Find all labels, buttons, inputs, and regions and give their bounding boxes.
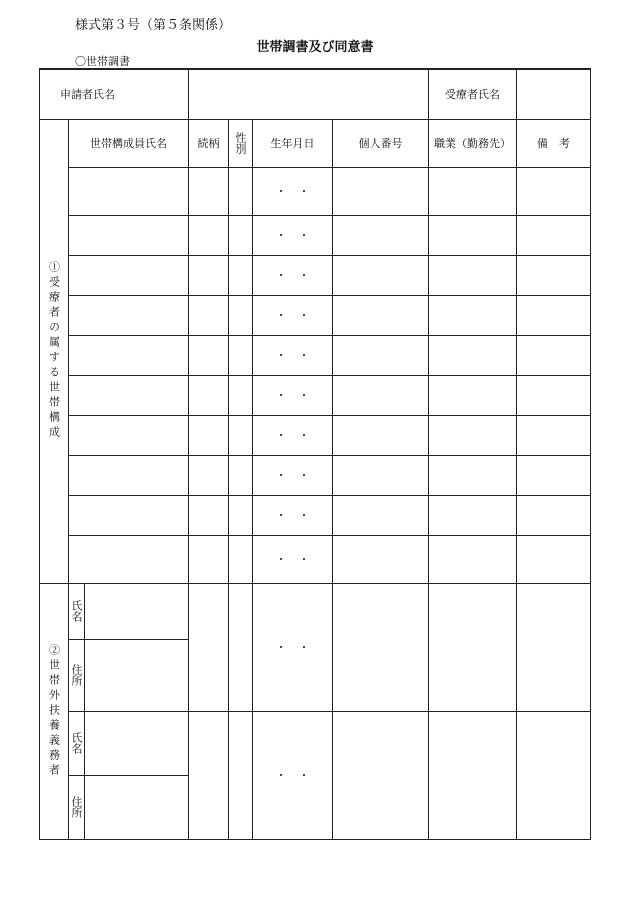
member-name-field[interactable] — [69, 215, 189, 255]
relationship-field[interactable] — [189, 535, 229, 583]
date-separator: ・・ — [275, 429, 322, 442]
personal-number-field[interactable] — [333, 583, 429, 711]
member-row — [40, 535, 591, 583]
support-name-field[interactable] — [85, 711, 189, 775]
member-name-field[interactable] — [69, 415, 189, 455]
personal-number-field[interactable] — [333, 535, 429, 583]
date-separator: ・・ — [275, 309, 322, 322]
member-row — [40, 375, 591, 415]
col-relationship: 続柄 — [189, 119, 229, 167]
relationship-field[interactable] — [189, 215, 229, 255]
applicant-name-label: 申請者氏名 — [40, 69, 189, 119]
member-row — [40, 495, 591, 535]
support-address-field[interactable] — [85, 639, 189, 711]
member-name-field[interactable] — [69, 335, 189, 375]
sex-field[interactable] — [229, 455, 253, 495]
member-row — [40, 415, 591, 455]
applicant-name-field[interactable] — [189, 69, 429, 119]
occupation-field[interactable] — [429, 495, 517, 535]
member-name-field[interactable] — [69, 295, 189, 335]
member-row — [40, 455, 591, 495]
sex-field[interactable] — [229, 535, 253, 583]
birth-date-field[interactable] — [253, 255, 333, 295]
date-separator: ・・ — [275, 229, 322, 242]
member-row — [40, 167, 591, 215]
address-label: 住所 — [69, 775, 85, 839]
occupation-field[interactable] — [429, 535, 517, 583]
occupation-field[interactable] — [429, 455, 517, 495]
relationship-field[interactable] — [189, 495, 229, 535]
occupation-field[interactable] — [429, 215, 517, 255]
sex-field[interactable] — [229, 335, 253, 375]
member-name-field[interactable] — [69, 375, 189, 415]
date-separator: ・・ — [275, 269, 322, 282]
remarks-field[interactable] — [517, 711, 591, 839]
date-separator: ・・ — [275, 641, 322, 654]
birth-date-field[interactable] — [253, 375, 333, 415]
relationship-field[interactable] — [189, 415, 229, 455]
date-separator: ・・ — [275, 469, 322, 482]
col-birth-date: 生年月日 — [253, 119, 333, 167]
member-name-field[interactable] — [69, 535, 189, 583]
occupation-field[interactable] — [429, 295, 517, 335]
relationship-field[interactable] — [189, 375, 229, 415]
relationship-field[interactable] — [189, 167, 229, 215]
sex-field[interactable] — [229, 295, 253, 335]
support-address-field[interactable] — [85, 775, 189, 839]
remarks-field[interactable] — [517, 335, 591, 375]
member-row — [40, 335, 591, 375]
address-label: 住所 — [69, 639, 85, 711]
remarks-field[interactable] — [517, 495, 591, 535]
sex-field[interactable] — [229, 167, 253, 215]
sex-field[interactable] — [229, 583, 253, 711]
personal-number-field[interactable] — [333, 711, 429, 839]
relationship-field[interactable] — [189, 255, 229, 295]
birth-date-field[interactable] — [253, 455, 333, 495]
occupation-field[interactable] — [429, 375, 517, 415]
personal-number-field[interactable] — [333, 215, 429, 255]
birth-date-field[interactable] — [253, 335, 333, 375]
document-title: 世帯調書及び同意書 — [256, 40, 374, 55]
remarks-field[interactable] — [517, 255, 591, 295]
birth-date-field[interactable] — [253, 215, 333, 255]
member-name-field[interactable] — [69, 255, 189, 295]
remarks-field[interactable] — [517, 455, 591, 495]
member-name-field[interactable] — [69, 455, 189, 495]
occupation-field[interactable] — [429, 415, 517, 455]
column-header-row — [40, 119, 591, 167]
col-remarks: 備 考 — [517, 119, 591, 167]
occupation-field[interactable] — [429, 583, 517, 711]
section2-label-cell — [40, 583, 69, 839]
remarks-field[interactable] — [517, 583, 591, 711]
col-member-name: 世帯構成員氏名 — [69, 119, 189, 167]
remarks-field[interactable] — [517, 375, 591, 415]
col-sex: 性別 — [229, 119, 253, 167]
personal-number-field[interactable] — [333, 455, 429, 495]
relationship-field[interactable] — [189, 711, 229, 839]
remarks-field[interactable] — [517, 295, 591, 335]
support-person-row — [40, 711, 591, 775]
support-name-field[interactable] — [85, 583, 189, 639]
support-person-row — [40, 583, 591, 639]
date-separator: ・・ — [275, 389, 322, 402]
member-name-field[interactable] — [69, 167, 189, 215]
sex-field[interactable] — [229, 215, 253, 255]
relationship-field[interactable] — [189, 335, 229, 375]
birth-date-field[interactable] — [253, 583, 333, 711]
member-row — [40, 215, 591, 255]
section1-label: ①受療者の属する世帯構成 — [47, 261, 61, 441]
household-form-table — [39, 68, 591, 840]
member-row — [40, 255, 591, 295]
member-row — [40, 295, 591, 335]
sex-field[interactable] — [229, 375, 253, 415]
sex-field[interactable] — [229, 711, 253, 839]
col-personal-number: 個人番号 — [333, 119, 429, 167]
relationship-field[interactable] — [189, 583, 229, 711]
section1-label-cell — [40, 119, 69, 583]
remarks-field[interactable] — [517, 415, 591, 455]
col-occupation: 職業（勤務先） — [429, 119, 517, 167]
birth-date-field[interactable] — [253, 535, 333, 583]
section2-label: ②世帯外扶養義務者 — [47, 643, 61, 779]
occupation-field[interactable] — [429, 167, 517, 215]
personal-number-field[interactable] — [333, 335, 429, 375]
date-separator: ・・ — [275, 553, 322, 566]
patient-name-field[interactable] — [517, 69, 591, 119]
sex-field[interactable] — [229, 255, 253, 295]
personal-number-field[interactable] — [333, 167, 429, 215]
date-separator: ・・ — [275, 769, 322, 782]
remarks-field[interactable] — [517, 535, 591, 583]
occupation-field[interactable] — [429, 255, 517, 295]
birth-date-field[interactable] — [253, 495, 333, 535]
date-separator: ・・ — [275, 185, 322, 198]
patient-name-label: 受療者氏名 — [429, 69, 517, 119]
personal-number-field[interactable] — [333, 375, 429, 415]
remarks-field[interactable] — [517, 167, 591, 215]
date-separator: ・・ — [275, 509, 322, 522]
name-label: 氏名 — [69, 711, 85, 775]
sex-field[interactable] — [229, 495, 253, 535]
birth-date-field[interactable] — [253, 167, 333, 215]
occupation-field[interactable] — [429, 335, 517, 375]
member-name-field[interactable] — [69, 495, 189, 535]
sex-field[interactable] — [229, 415, 253, 455]
form-number: 様式第３号（第５条関係） — [75, 18, 232, 33]
date-separator: ・・ — [275, 349, 322, 362]
birth-date-field[interactable] — [253, 415, 333, 455]
section-label: 〇世帯調書 — [75, 55, 130, 68]
applicant-row — [40, 69, 591, 119]
birth-date-field[interactable] — [253, 295, 333, 335]
personal-number-field[interactable] — [333, 415, 429, 455]
remarks-field[interactable] — [517, 215, 591, 255]
relationship-field[interactable] — [189, 455, 229, 495]
birth-date-field[interactable] — [253, 711, 333, 839]
personal-number-field[interactable] — [333, 295, 429, 335]
occupation-field[interactable] — [429, 711, 517, 839]
name-label: 氏名 — [69, 583, 85, 639]
personal-number-field[interactable] — [333, 495, 429, 535]
personal-number-field[interactable] — [333, 255, 429, 295]
relationship-field[interactable] — [189, 295, 229, 335]
